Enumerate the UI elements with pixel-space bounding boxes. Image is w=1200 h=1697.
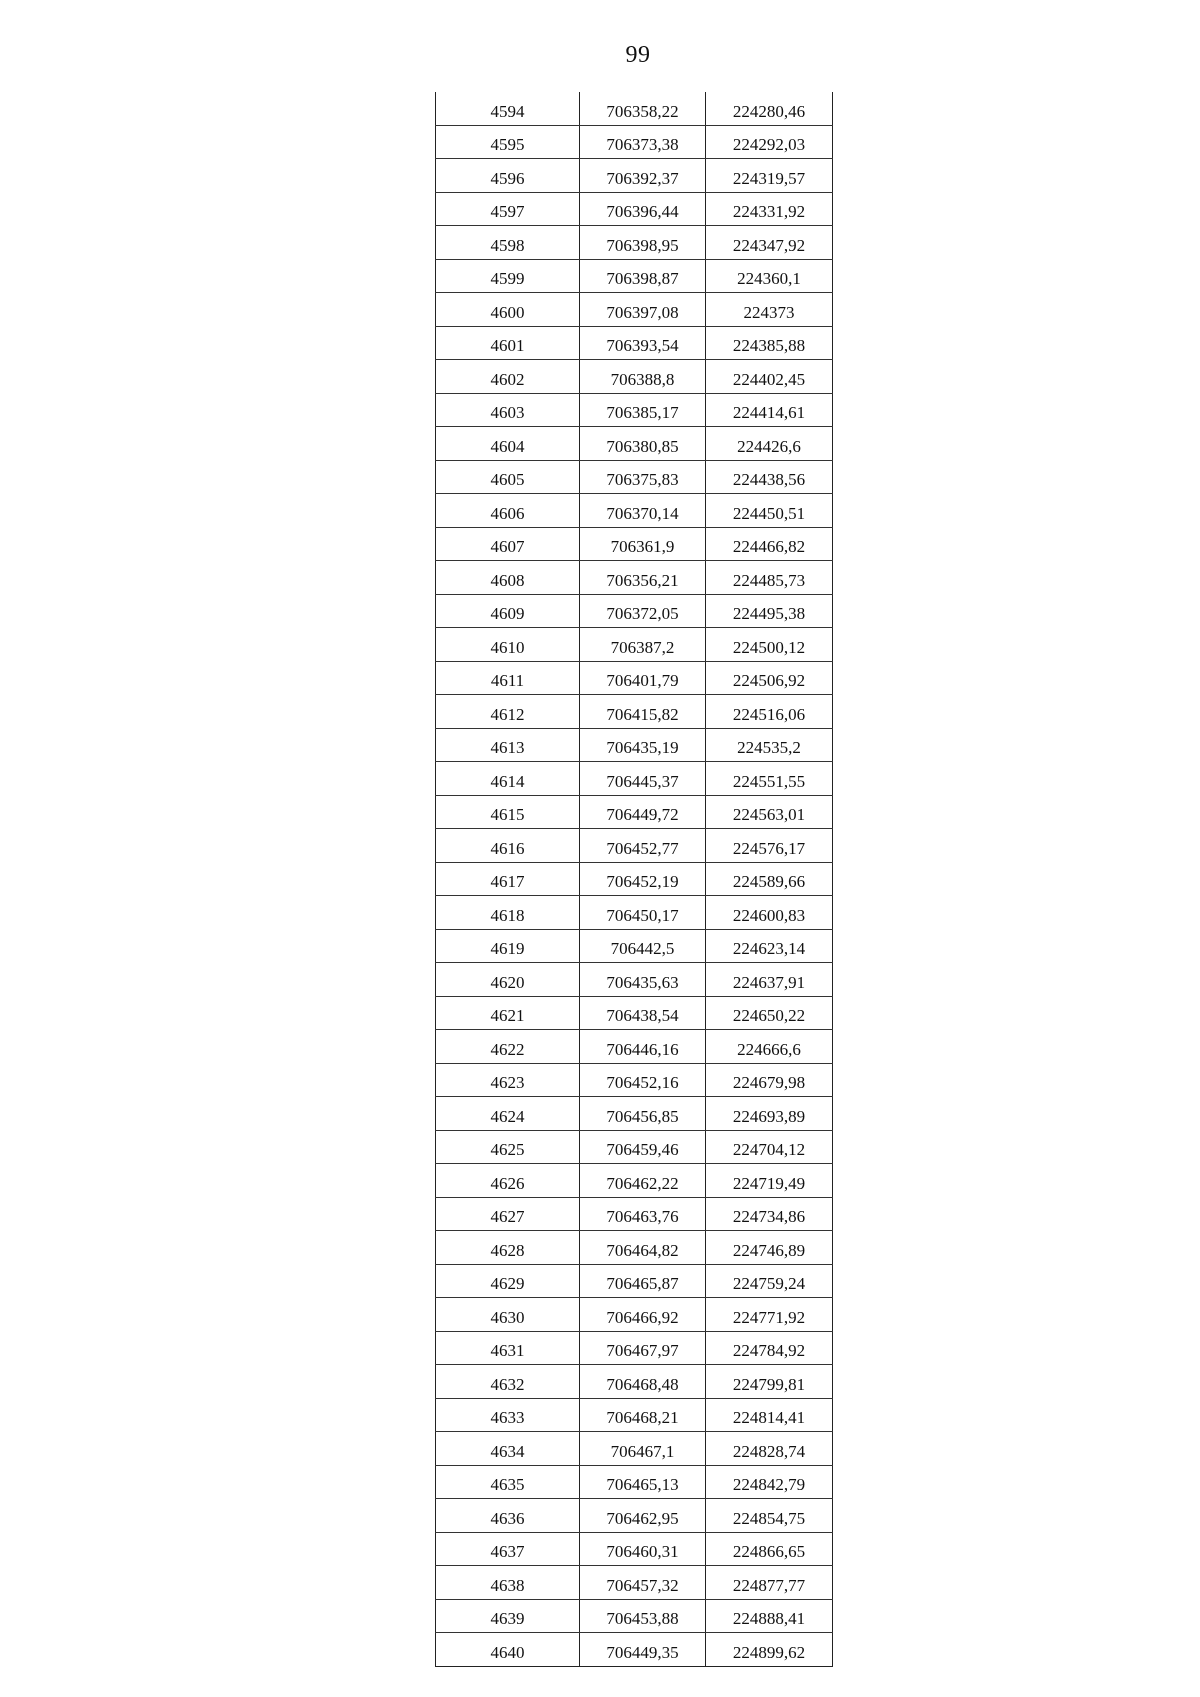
y-coordinate-cell: 224888,41 <box>706 1599 833 1633</box>
x-coordinate-cell: 706435,63 <box>580 963 706 997</box>
x-coordinate-cell: 706398,95 <box>580 226 706 260</box>
x-coordinate-cell: 706457,32 <box>580 1566 706 1600</box>
table-row <box>436 494 833 528</box>
point-number-cell: 4600 <box>436 293 580 327</box>
y-coordinate-cell: 224331,92 <box>706 192 833 226</box>
table-row <box>436 192 833 226</box>
x-coordinate-cell: 706385,17 <box>580 393 706 427</box>
point-number-cell: 4621 <box>436 996 580 1030</box>
table-row <box>436 929 833 963</box>
y-coordinate-cell: 224551,55 <box>706 762 833 796</box>
table-row <box>436 896 833 930</box>
table-row <box>436 1398 833 1432</box>
y-coordinate-cell: 224814,41 <box>706 1398 833 1432</box>
x-coordinate-cell: 706449,72 <box>580 795 706 829</box>
table-row <box>436 1599 833 1633</box>
table-row <box>436 1432 833 1466</box>
table-row <box>436 1365 833 1399</box>
point-number-cell: 4603 <box>436 393 580 427</box>
x-coordinate-cell: 706370,14 <box>580 494 706 528</box>
table-row <box>436 795 833 829</box>
x-coordinate-cell: 706467,1 <box>580 1432 706 1466</box>
x-coordinate-cell: 706460,31 <box>580 1532 706 1566</box>
x-coordinate-cell: 706446,16 <box>580 1030 706 1064</box>
table-row <box>436 1197 833 1231</box>
point-number-cell: 4602 <box>436 360 580 394</box>
point-number-cell: 4606 <box>436 494 580 528</box>
y-coordinate-cell: 224693,89 <box>706 1097 833 1131</box>
x-coordinate-cell: 706452,77 <box>580 829 706 863</box>
x-coordinate-cell: 706466,92 <box>580 1298 706 1332</box>
y-coordinate-cell: 224734,86 <box>706 1197 833 1231</box>
x-coordinate-cell: 706442,5 <box>580 929 706 963</box>
x-coordinate-cell: 706438,54 <box>580 996 706 1030</box>
x-coordinate-cell: 706397,08 <box>580 293 706 327</box>
table-row <box>436 1331 833 1365</box>
point-number-cell: 4609 <box>436 594 580 628</box>
table-row <box>436 226 833 260</box>
x-coordinate-cell: 706462,95 <box>580 1499 706 1533</box>
table-row <box>436 125 833 159</box>
x-coordinate-cell: 706456,85 <box>580 1097 706 1131</box>
table-row <box>436 1532 833 1566</box>
point-number-cell: 4616 <box>436 829 580 863</box>
x-coordinate-cell: 706463,76 <box>580 1197 706 1231</box>
table-row <box>436 1298 833 1332</box>
point-number-cell: 4624 <box>436 1097 580 1131</box>
y-coordinate-cell: 224704,12 <box>706 1130 833 1164</box>
x-coordinate-cell: 706375,83 <box>580 460 706 494</box>
x-coordinate-cell: 706468,21 <box>580 1398 706 1432</box>
x-coordinate-cell: 706373,38 <box>580 125 706 159</box>
point-number-cell: 4595 <box>436 125 580 159</box>
table-row <box>436 1566 833 1600</box>
table-row <box>436 460 833 494</box>
point-number-cell: 4608 <box>436 561 580 595</box>
y-coordinate-cell: 224360,1 <box>706 259 833 293</box>
x-coordinate-cell: 706396,44 <box>580 192 706 226</box>
y-coordinate-cell: 224516,06 <box>706 695 833 729</box>
y-coordinate-cell: 224402,45 <box>706 360 833 394</box>
table-row <box>436 661 833 695</box>
table-row <box>436 862 833 896</box>
x-coordinate-cell: 706465,13 <box>580 1465 706 1499</box>
point-number-cell: 4610 <box>436 628 580 662</box>
point-number-cell: 4604 <box>436 427 580 461</box>
table-row <box>436 159 833 193</box>
y-coordinate-cell: 224866,65 <box>706 1532 833 1566</box>
x-coordinate-cell: 706387,2 <box>580 628 706 662</box>
table-row <box>436 996 833 1030</box>
point-number-cell: 4634 <box>436 1432 580 1466</box>
table-row <box>436 1231 833 1265</box>
y-coordinate-cell: 224623,14 <box>706 929 833 963</box>
table-row <box>436 728 833 762</box>
y-coordinate-cell: 224373 <box>706 293 833 327</box>
point-number-cell: 4596 <box>436 159 580 193</box>
point-number-cell: 4623 <box>436 1063 580 1097</box>
y-coordinate-cell: 224280,46 <box>706 92 833 125</box>
point-number-cell: 4630 <box>436 1298 580 1332</box>
y-coordinate-cell: 224877,77 <box>706 1566 833 1600</box>
point-number-cell: 4639 <box>436 1599 580 1633</box>
table-row <box>436 393 833 427</box>
table-row <box>436 561 833 595</box>
x-coordinate-cell: 706361,9 <box>580 527 706 561</box>
point-number-cell: 4618 <box>436 896 580 930</box>
y-coordinate-cell: 224799,81 <box>706 1365 833 1399</box>
y-coordinate-cell: 224500,12 <box>706 628 833 662</box>
point-number-cell: 4632 <box>436 1365 580 1399</box>
point-number-cell: 4605 <box>436 460 580 494</box>
point-number-cell: 4619 <box>436 929 580 963</box>
y-coordinate-cell: 224828,74 <box>706 1432 833 1466</box>
point-number-cell: 4607 <box>436 527 580 561</box>
table-row <box>436 1063 833 1097</box>
x-coordinate-cell: 706452,19 <box>580 862 706 896</box>
y-coordinate-cell: 224535,2 <box>706 728 833 762</box>
x-coordinate-cell: 706468,48 <box>580 1365 706 1399</box>
table-row <box>436 92 833 125</box>
y-coordinate-cell: 224746,89 <box>706 1231 833 1265</box>
x-coordinate-cell: 706462,22 <box>580 1164 706 1198</box>
point-number-cell: 4627 <box>436 1197 580 1231</box>
table-row <box>436 527 833 561</box>
y-coordinate-cell: 224563,01 <box>706 795 833 829</box>
point-number-cell: 4613 <box>436 728 580 762</box>
table-row <box>436 695 833 729</box>
table-row <box>436 427 833 461</box>
coordinates-table-body <box>436 92 833 1666</box>
table-row <box>436 1264 833 1298</box>
table-row <box>436 762 833 796</box>
table-row <box>436 829 833 863</box>
y-coordinate-cell: 224292,03 <box>706 125 833 159</box>
x-coordinate-cell: 706452,16 <box>580 1063 706 1097</box>
x-coordinate-cell: 706449,35 <box>580 1633 706 1667</box>
point-number-cell: 4620 <box>436 963 580 997</box>
point-number-cell: 4594 <box>436 92 580 125</box>
point-number-cell: 4625 <box>436 1130 580 1164</box>
table-row <box>436 326 833 360</box>
x-coordinate-cell: 706356,21 <box>580 561 706 595</box>
point-number-cell: 4617 <box>436 862 580 896</box>
y-coordinate-cell: 224600,83 <box>706 896 833 930</box>
y-coordinate-cell: 224666,6 <box>706 1030 833 1064</box>
y-coordinate-cell: 224319,57 <box>706 159 833 193</box>
x-coordinate-cell: 706401,79 <box>580 661 706 695</box>
y-coordinate-cell: 224679,98 <box>706 1063 833 1097</box>
point-number-cell: 4636 <box>436 1499 580 1533</box>
x-coordinate-cell: 706459,46 <box>580 1130 706 1164</box>
table-row <box>436 1164 833 1198</box>
x-coordinate-cell: 706445,37 <box>580 762 706 796</box>
y-coordinate-cell: 224576,17 <box>706 829 833 863</box>
point-number-cell: 4626 <box>436 1164 580 1198</box>
x-coordinate-cell: 706398,87 <box>580 259 706 293</box>
point-number-cell: 4601 <box>436 326 580 360</box>
x-coordinate-cell: 706464,82 <box>580 1231 706 1265</box>
x-coordinate-cell: 706467,97 <box>580 1331 706 1365</box>
y-coordinate-cell: 224771,92 <box>706 1298 833 1332</box>
coordinates-table <box>435 92 833 1667</box>
table-row <box>436 1030 833 1064</box>
point-number-cell: 4597 <box>436 192 580 226</box>
x-coordinate-cell: 706388,8 <box>580 360 706 394</box>
point-number-cell: 4611 <box>436 661 580 695</box>
point-number-cell: 4631 <box>436 1331 580 1365</box>
point-number-cell: 4637 <box>436 1532 580 1566</box>
y-coordinate-cell: 224899,62 <box>706 1633 833 1667</box>
y-coordinate-cell: 224589,66 <box>706 862 833 896</box>
point-number-cell: 4628 <box>436 1231 580 1265</box>
y-coordinate-cell: 224637,91 <box>706 963 833 997</box>
table-row <box>436 1633 833 1667</box>
x-coordinate-cell: 706380,85 <box>580 427 706 461</box>
y-coordinate-cell: 224506,92 <box>706 661 833 695</box>
point-number-cell: 4612 <box>436 695 580 729</box>
y-coordinate-cell: 224854,75 <box>706 1499 833 1533</box>
y-coordinate-cell: 224450,51 <box>706 494 833 528</box>
table-row <box>436 1130 833 1164</box>
x-coordinate-cell: 706393,54 <box>580 326 706 360</box>
x-coordinate-cell: 706392,37 <box>580 159 706 193</box>
point-number-cell: 4614 <box>436 762 580 796</box>
point-number-cell: 4615 <box>436 795 580 829</box>
point-number-cell: 4622 <box>436 1030 580 1064</box>
y-coordinate-cell: 224650,22 <box>706 996 833 1030</box>
y-coordinate-cell: 224466,82 <box>706 527 833 561</box>
table-row <box>436 594 833 628</box>
x-coordinate-cell: 706450,17 <box>580 896 706 930</box>
x-coordinate-cell: 706415,82 <box>580 695 706 729</box>
x-coordinate-cell: 706465,87 <box>580 1264 706 1298</box>
y-coordinate-cell: 224426,6 <box>706 427 833 461</box>
y-coordinate-cell: 224485,73 <box>706 561 833 595</box>
y-coordinate-cell: 224784,92 <box>706 1331 833 1365</box>
table-row <box>436 360 833 394</box>
point-number-cell: 4629 <box>436 1264 580 1298</box>
table-row <box>436 259 833 293</box>
y-coordinate-cell: 224719,49 <box>706 1164 833 1198</box>
point-number-cell: 4599 <box>436 259 580 293</box>
page-number: 99 <box>625 42 651 68</box>
point-number-cell: 4598 <box>436 226 580 260</box>
table-row <box>436 1097 833 1131</box>
table-row <box>436 628 833 662</box>
y-coordinate-cell: 224759,24 <box>706 1264 833 1298</box>
x-coordinate-cell: 706435,19 <box>580 728 706 762</box>
point-number-cell: 4635 <box>436 1465 580 1499</box>
y-coordinate-cell: 224495,38 <box>706 594 833 628</box>
x-coordinate-cell: 706372,05 <box>580 594 706 628</box>
table-row <box>436 1499 833 1533</box>
table-row <box>436 963 833 997</box>
x-coordinate-cell: 706453,88 <box>580 1599 706 1633</box>
y-coordinate-cell: 224842,79 <box>706 1465 833 1499</box>
y-coordinate-cell: 224414,61 <box>706 393 833 427</box>
y-coordinate-cell: 224438,56 <box>706 460 833 494</box>
table-row <box>436 1465 833 1499</box>
y-coordinate-cell: 224385,88 <box>706 326 833 360</box>
table-row <box>436 293 833 327</box>
point-number-cell: 4633 <box>436 1398 580 1432</box>
point-number-cell: 4638 <box>436 1566 580 1600</box>
point-number-cell: 4640 <box>436 1633 580 1667</box>
x-coordinate-cell: 706358,22 <box>580 92 706 125</box>
y-coordinate-cell: 224347,92 <box>706 226 833 260</box>
